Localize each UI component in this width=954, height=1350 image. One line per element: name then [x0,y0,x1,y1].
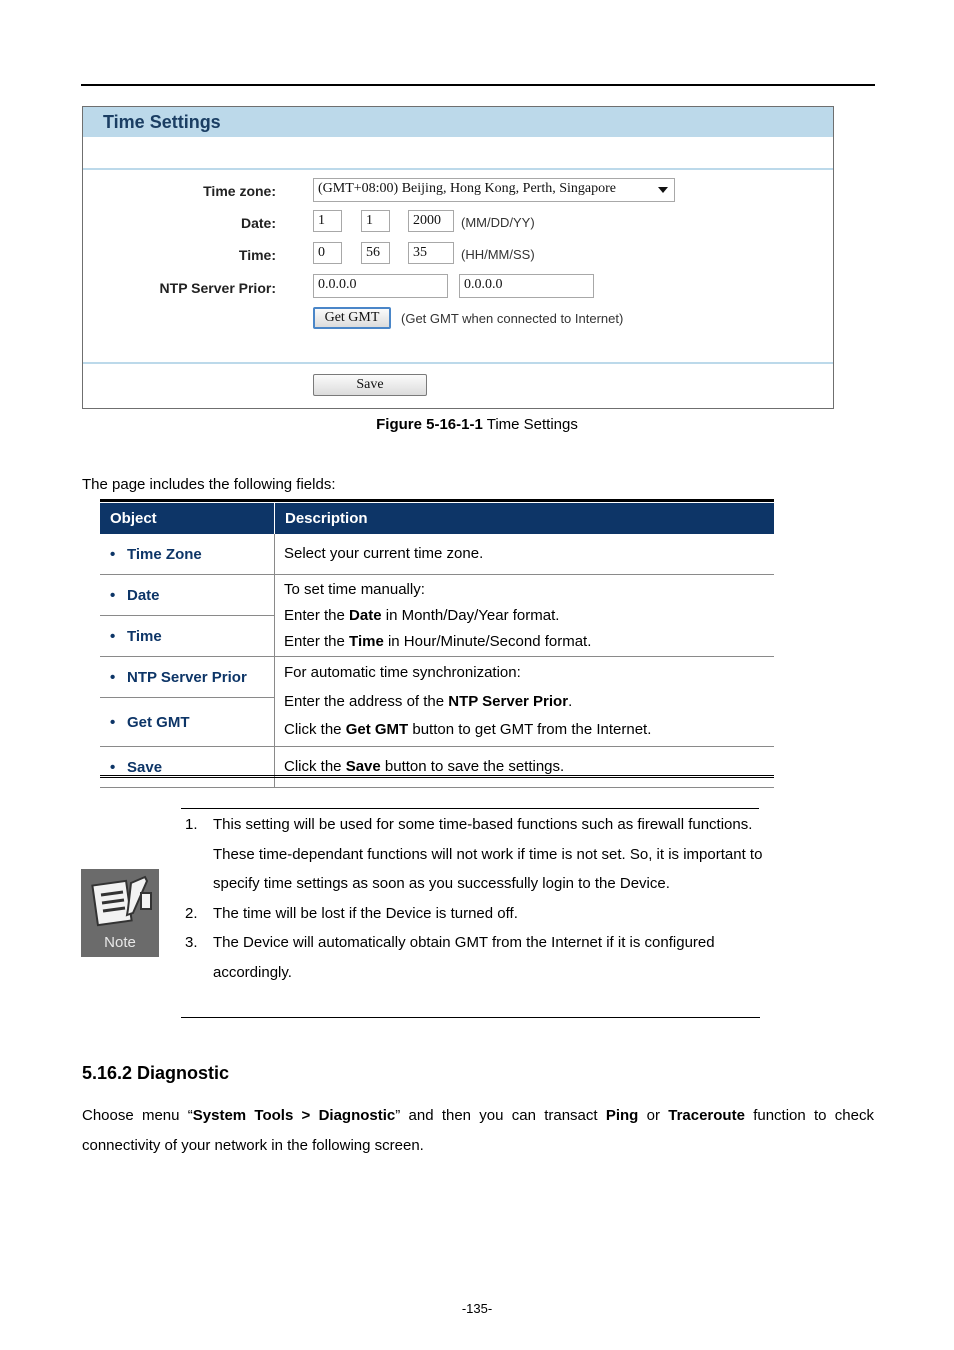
object-cell: • Time [100,616,275,657]
note-text: The Device will automatically obtain GMT from the Internet if it is configured accordingly. [213,934,715,981]
table-top-rule [100,499,774,502]
panel-header [83,107,833,137]
panel-title: Time Settings [103,112,221,132]
date-day-input[interactable]: 1 [361,210,390,232]
table-header-row [100,503,774,534]
desc-line: Enter the address of the NTP Server Prior. [284,693,573,710]
panel-divider-bottom [83,362,833,364]
desc-save: Click the Save button to save the settings. [275,747,775,788]
desc-line: To set time manually: [284,580,425,598]
figure-title: Time Settings [482,416,578,433]
time-hour-input[interactable]: 0 [313,242,342,264]
ntp-secondary-input[interactable]: 0.0.0.0 [459,274,594,298]
fields-table [100,503,774,788]
table-row [100,575,774,616]
header-object: Object [100,503,275,534]
date-label: Date: [240,215,276,231]
table-row [100,534,774,575]
object-get-gmt: Get GMT [127,713,190,731]
object-time-zone: Time Zone [127,545,202,563]
chevron-down-icon [658,187,668,193]
desc-time-zone: Select your current time zone. [275,534,775,575]
header-description: Description [275,503,775,534]
time-zone-value: (GMT+08:00) Beijing, Hong Kong, Perth, Singapore [318,181,616,196]
time-zone-select[interactable] [313,178,675,202]
note-item: 2. The time will be lost if the Device is turned off. [185,904,518,922]
intro-text: The page includes the following fields: [82,476,336,493]
note-text: The time will be lost if the Device is turned off. [213,904,518,922]
time-settings-screenshot [82,106,834,409]
object-cell: • NTP Server Prior [100,657,275,698]
figure-number: Figure 5-16-1-1 [376,416,483,433]
ntp-primary-input[interactable]: 0.0.0.0 [313,274,448,298]
note-item: 3. The Device will automatically obtain GMT from the Internet if it is configured accordingly. [185,934,715,981]
object-cell: • Get GMT [100,698,275,747]
get-gmt-hint: (Get GMT when connected to Internet) [401,311,624,326]
table-bottom-rule [100,775,774,778]
desc-date-time [275,575,775,657]
desc-ntp-gmt [275,657,775,747]
object-cell: • Save [100,747,275,788]
ntp-server-label: NTP Server Prior: [159,280,276,296]
date-month-input[interactable]: 1 [313,210,342,232]
desc-line: Enter the Time in Hour/Minute/Second format. [284,632,592,650]
header-rule [81,84,875,86]
object-cell: • Date [100,575,275,616]
get-gmt-button[interactable]: Get GMT [313,307,391,329]
note-bottom-rule [181,1017,760,1018]
date-format-hint: (MM/DD/YY) [461,215,535,230]
time-zone-label: Time zone: [203,183,276,199]
note-icon [81,869,159,957]
desc-line: Click the Get GMT button to get GMT from the Internet. [284,721,652,738]
note-top-rule [181,808,759,809]
note-list [183,810,763,987]
table-row [100,657,774,698]
date-year-input[interactable]: 2000 [408,210,454,232]
table-row [100,747,774,788]
section-paragraph: Choose menu “System Tools > Diagnostic” and then you can transact Ping or Traceroute function to check connectivity of your network in the following screen. [82,1107,874,1154]
object-save: Save [127,758,163,776]
time-second-input[interactable]: 35 [408,242,454,264]
note-icon-label: Note [104,934,136,951]
section-heading: 5.16.2 Diagnostic [82,1063,230,1083]
notepad-pencil-icon [81,869,159,929]
note-item: 1. This setting will be used for some time-based functions such as firewall functions. These time-dependant functions will not work if time is not set. So, it is important to specify time settings as soon as you successfully login to the Device. [185,816,763,892]
time-label: Time: [238,247,276,263]
desc-line: For automatic time synchronization: [284,664,521,681]
save-button[interactable]: Save [313,374,427,396]
object-ntp: NTP Server Prior [127,668,247,686]
object-time: Time [127,627,162,645]
desc-line: Enter the Date in Month/Day/Year format. [284,606,560,624]
note-text: This setting will be used for some time-based functions such as firewall functions. These time-dependant functions will not work if time is not set. So, it is important to specify time settings as soon as you successfully login to the Device. [213,816,763,892]
object-cell: • Time Zone [100,534,275,575]
object-date: Date [127,586,160,604]
time-format-hint: (HH/MM/SS) [461,247,535,262]
panel-divider-top [83,168,833,170]
time-minute-input[interactable]: 56 [361,242,390,264]
figure-caption [0,416,954,433]
page-number: -135- [461,1301,493,1316]
